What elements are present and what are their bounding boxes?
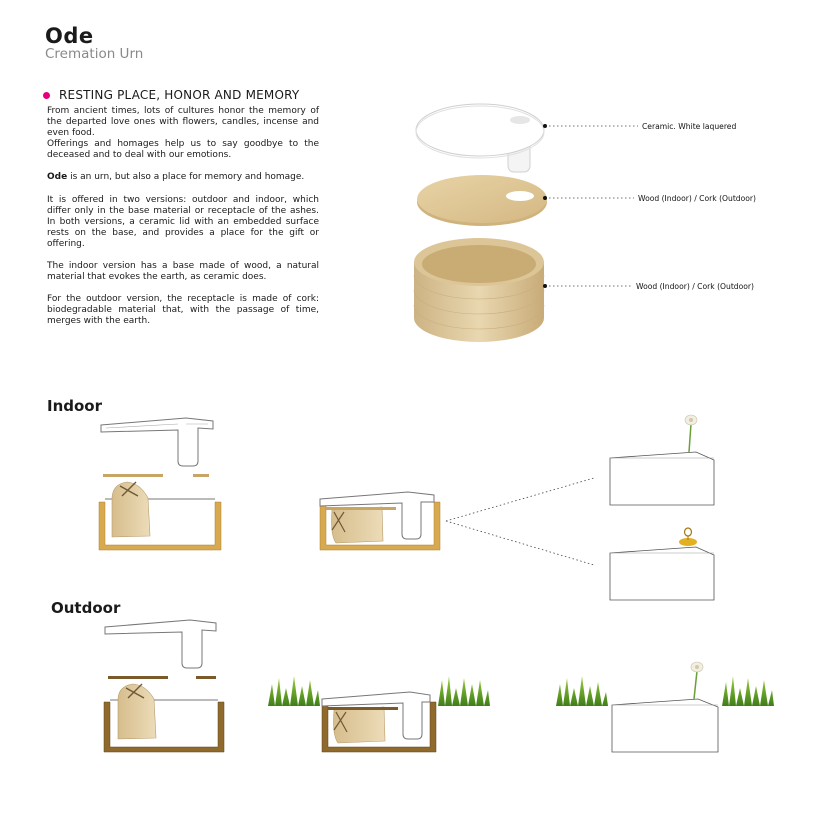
outdoor-heading: Outdoor [51, 599, 121, 617]
outdoor-lid-section [105, 620, 216, 668]
page-subtitle: Cremation Urn [45, 46, 144, 62]
paragraph-2: Offerings and homages help us to say goodbye to the deceased and to deal with our emotions. [47, 139, 319, 161]
indoor-lid-section [101, 418, 213, 466]
indoor-candle-box [610, 528, 714, 600]
indoor-assembled [320, 492, 440, 550]
outdoor-assembled [322, 692, 436, 752]
section-heading: RESTING PLACE, HONOR AND MEMORY [59, 88, 300, 102]
indoor-disc-section [103, 474, 209, 477]
outdoor-base-section [104, 684, 224, 752]
wooden-disc [417, 175, 547, 226]
flower-icon [691, 662, 703, 699]
product-name: Ode [47, 172, 68, 183]
paragraph-5: The indoor version has a base made of wood, a natural material that evokes the earth, as ceramic does. [47, 261, 319, 283]
paragraph-6: For the outdoor version, the receptacle is made of cork: biodegradable material that, with the passage of time, merges with the earth. [47, 294, 319, 327]
paragraph-3-text: is an urn, but also a place for memory and homage. [67, 172, 305, 183]
base-material-label: Wood (Indoor) / Cork (Outdoor) [636, 282, 754, 291]
indoor-flower-box [610, 415, 714, 505]
page-title: Ode [45, 24, 94, 48]
paragraph-4: It is offered in two versions: outdoor and indoor, which differ only in the base material or receptacle of the ashes. In both versions, a ceramic lid with an embedded surface rests on the base, and provides a place for the gift or offering. [47, 194, 319, 249]
paragraph-1: From ancient times, lots of cultures honor the memory of the departed love ones with flowers, candles, incense and even food. [47, 106, 319, 139]
flower-icon [685, 415, 697, 452]
leader-lines [545, 126, 638, 286]
candle-icon [679, 528, 697, 546]
lid-material-label: Ceramic. White laquered [642, 122, 737, 131]
wooden-base [414, 238, 544, 342]
outdoor-disc-section [108, 676, 216, 679]
disc-material-label: Wood (Indoor) / Cork (Outdoor) [638, 194, 756, 203]
indoor-heading: Indoor [47, 397, 103, 415]
indoor-lines [446, 478, 594, 565]
outdoor-flower-box [612, 662, 718, 752]
ash-bag [112, 482, 150, 537]
ceramic-lid [416, 104, 544, 172]
